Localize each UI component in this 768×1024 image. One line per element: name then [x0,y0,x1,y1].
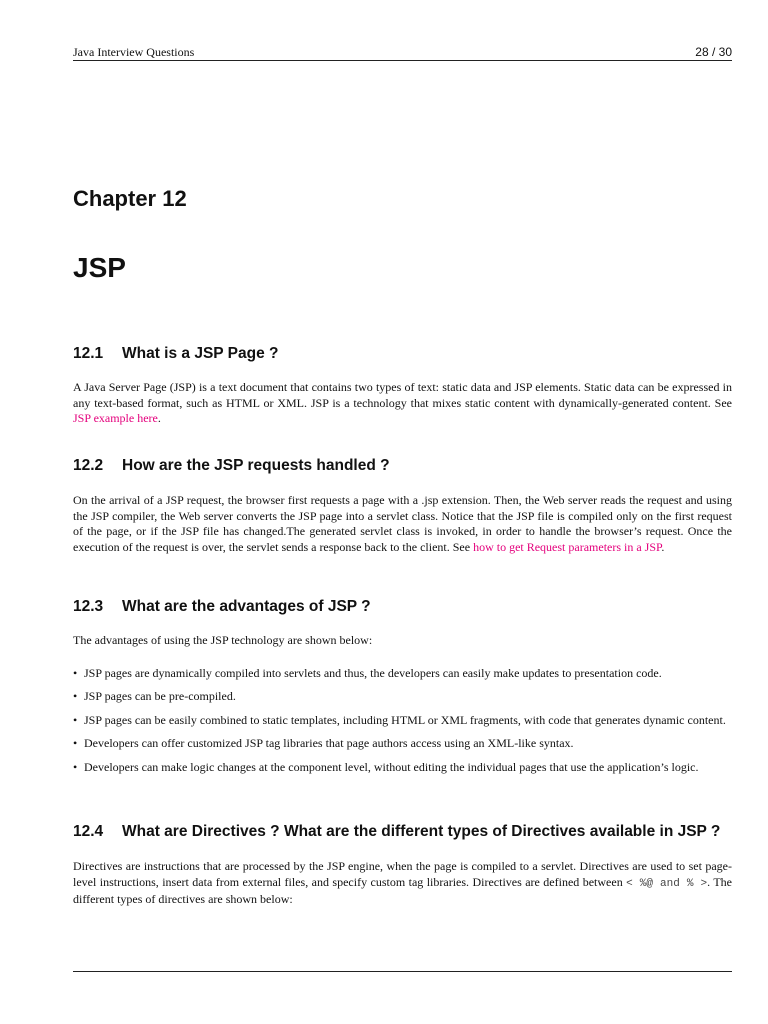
section-heading [73,596,732,618]
list-item-text: Developers can offer customized JSP tag libraries that page authors access using an XML-like syntax. [84,736,574,750]
bullet-glyph: • [73,665,78,680]
chapter-title: JSP [73,252,126,283]
section-intro: The advantages of using the JSP technology are shown below: [73,633,373,647]
list-item [73,666,732,682]
list-item [73,736,732,752]
list-item-text: Developers can make logic changes at the component level, without editing the individual pages that use the application’s logic. [84,759,699,774]
section-title: What are the advantages of JSP ? [122,598,371,615]
bullet-glyph: • [73,689,78,703]
list-item-text: JSP pages can be easily combined to static templates, including HTML or XML fragments, with code that generates dynamic content. [84,712,726,727]
section-12-3 [73,596,732,783]
footer-rule [73,971,732,972]
section-title: What is a JSP Page ? [122,345,279,362]
bullet-glyph: • [73,736,78,750]
chapter-label: Chapter 12 [73,186,187,211]
list-item [73,689,732,705]
advantages-list [73,666,732,776]
section-paragraph [73,493,732,555]
request-parameters-link[interactable]: how to get Request parameters in a JSP [473,539,662,554]
paragraph-text-end: . [661,539,665,554]
paragraph-text-end: . The different types of directives are shown below: [73,874,732,906]
list-item-text: JSP pages can be pre-compiled. [84,689,236,703]
section-paragraph [73,859,732,908]
section-heading [73,343,732,365]
section-heading [73,821,732,843]
list-item-text: JSP pages are dynamically compiled into servlets and thus, the developers can easily make updates to presentation code. [84,665,662,680]
section-paragraph [73,380,732,427]
paragraph-text: A Java Server Page (JSP) is a text document that contains two types of text: static data and JSP elements. Static data can be expressed in any text-based format, such as HTML or XML. JSP is a technology that mixes static content with dynamically-generated content. See [73,380,732,410]
jsp-example-link[interactable]: JSP example here [73,411,158,425]
list-item [73,713,732,729]
section-12-4 [73,821,732,908]
section-title: How are the JSP requests handled ? [122,457,390,474]
bullet-glyph: • [73,712,78,727]
page-indicator: 28 / 30 [695,45,732,59]
section-number: 12.3 [73,598,104,615]
section-number: 12.2 [73,457,104,474]
section-title: What are Directives ? What are the different types of Directives available in JSP ? [122,823,721,840]
section-number: 12.4 [73,823,104,840]
bullet-glyph: • [73,759,78,774]
section-heading [73,455,732,477]
paragraph-text-end: . [157,411,161,425]
section-number: 12.1 [73,345,104,362]
document-title: Java Interview Questions [73,45,195,59]
section-12-1 [73,343,732,427]
directive-syntax-code: < %@ and % > [626,877,708,890]
running-header [73,43,732,61]
paragraph-text: Directives are instructions that are processed by the JSP engine, when the page is compiled to a servlet. Directives are used to set page-level instructions, insert data from external files, and specify custom tag libraries. Directives are defined between [73,859,732,889]
paragraph-text: On the arrival of a JSP request, the browser first requests a page with a .jsp extension. Then, the Web server reads the request and using the JSP compiler, the Web server converts the JSP page into a servlet class. Notice that the JSP file is compiled only on the first request of the page, or if the JSP file has changed.The generated servlet class is invoked, in order to handle the browser’s request. Once the execution of the request is over, the servlet sends a response back to the client. See [73,493,732,554]
list-item [73,760,732,776]
section-12-2 [73,455,732,555]
